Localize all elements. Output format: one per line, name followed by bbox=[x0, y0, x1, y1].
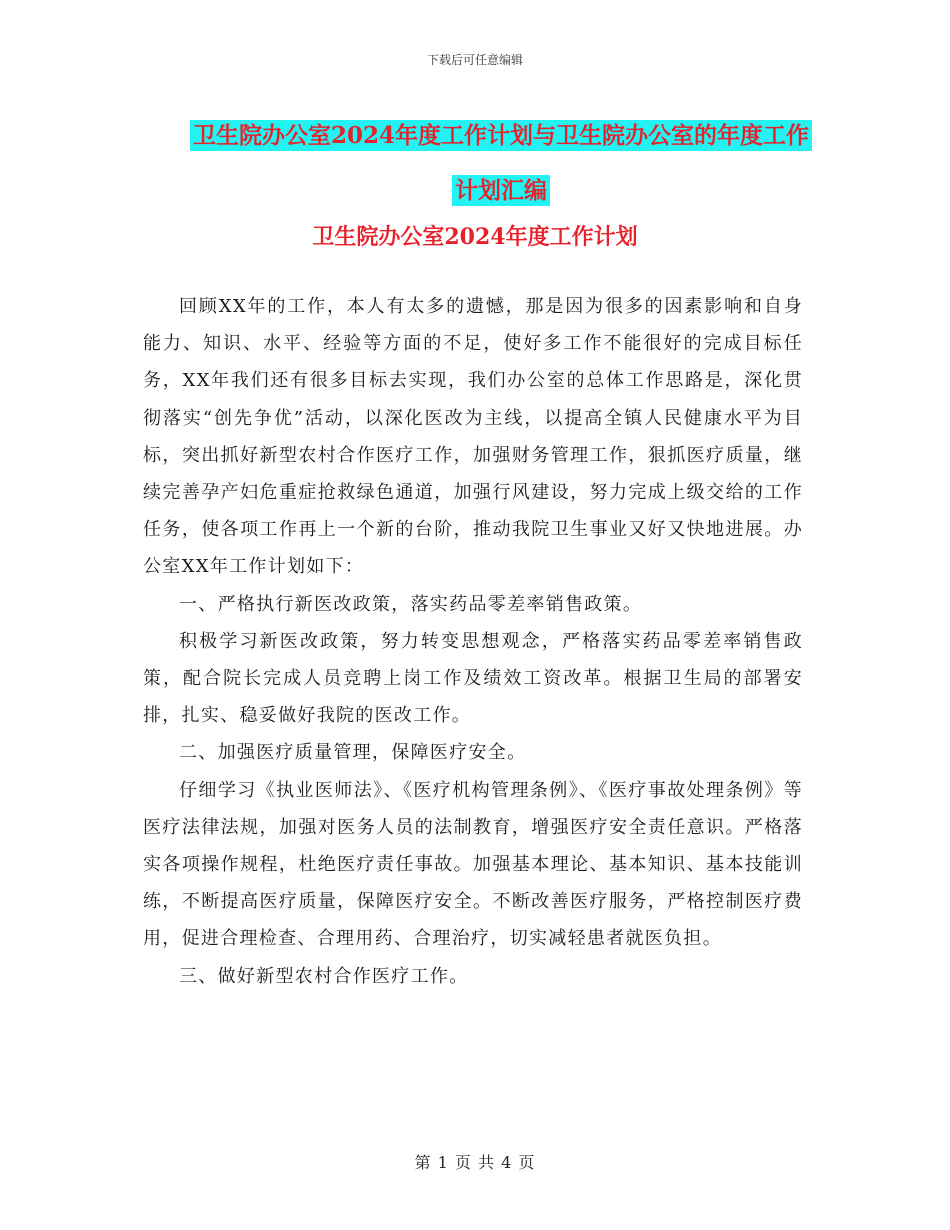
body-paragraph: 回顾XX年的工作，本人有太多的遗憾，那是因为很多的因素影响和自身能力、知识、水平、经验等方面的不足，使好多工作不能很好的完成目标任务，XX年我们还有很多目标去实现，我们办公室的总体工作思路是，深化贯彻落实“创先争优”活动，以深化医改为主线，以提高全镇人民健康水平为目标，突出抓好新型农村合作医疗工作，加强财务管理工作，狠抓医疗质量，继续完善孕产妇危重症抢救绿色通道，加强行风建设，努力完成上级交给的工作任务，使各项工作再上一个新的台阶，推动我院卫生事业又好又快地进展。办公室XX年工作计划如下： bbox=[143, 296, 803, 578]
page-header-note: 下载后可任意编辑 bbox=[426, 53, 523, 67]
body-paragraph: 一、严格执行新医改政策，落实药品零差率销售政策。 bbox=[179, 593, 643, 615]
section-title: 卫生院办公室2024年度工作计划 bbox=[312, 224, 638, 250]
body-paragraph: 三、做好新型农村合作医疗工作。 bbox=[179, 965, 469, 987]
document-title bbox=[186, 108, 816, 218]
page-footer-indicator: 第 1 页 共 4 页 bbox=[414, 1153, 536, 1172]
document-title-highlight: 卫生院办公室2024年度工作计划与卫生院办公室的年度工作计划汇编 bbox=[190, 120, 812, 206]
body-paragraph: 仔细学习《执业医师法》、《医疗机构管理条例》、《医疗事故处理条例》等医疗法律法规，加强对医务人员的法制教育，增强医疗安全责任意识。严格落实各项操作规程，杜绝医疗责任事故。加强基本理论、基本知识、基本技能训练，不断提高医疗质量，保障医疗安全。不断改善医疗服务，严格控制医疗费用，促进合理检查、合理用药、合理治疗，切实减轻患者就医负担。 bbox=[143, 779, 803, 950]
document-body bbox=[143, 288, 803, 995]
body-paragraph: 二、加强医疗质量管理，保障医疗安全。 bbox=[179, 742, 527, 764]
body-paragraph: 积极学习新医改政策，努力转变思想观念，严格落实药品零差率销售政策，配合院长完成人员竞聘上岗工作及绩效工资改革。根据卫生局的部署安排，扎实、稳妥做好我院的医改工作。 bbox=[143, 630, 803, 727]
